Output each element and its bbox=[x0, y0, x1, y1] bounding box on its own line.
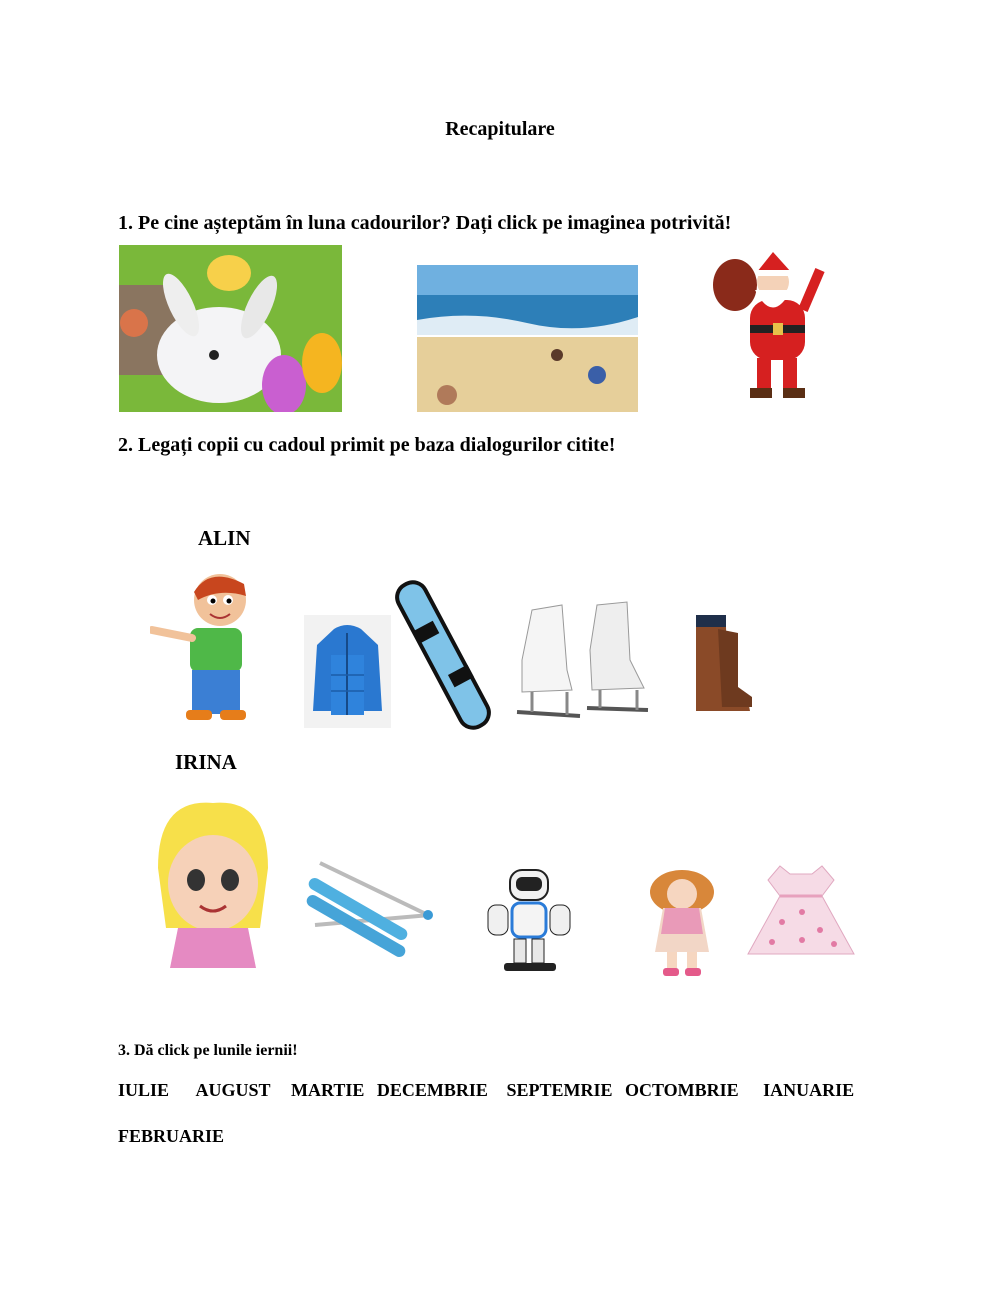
question-3: 3. Dă click pe lunile iernii! bbox=[118, 1042, 298, 1059]
irina-girl-image[interactable] bbox=[148, 798, 278, 973]
dress-image[interactable] bbox=[742, 862, 860, 962]
jacket-image[interactable] bbox=[304, 615, 391, 728]
doll-image[interactable] bbox=[645, 868, 720, 978]
month-martie[interactable]: MARTIE bbox=[291, 1080, 365, 1100]
boots-image[interactable] bbox=[688, 615, 753, 715]
alin-boy-image[interactable] bbox=[150, 570, 250, 728]
month-ianuarie[interactable]: IANUARIE bbox=[763, 1080, 855, 1100]
question-1: 1. Pe cine așteptăm în luna cadourilor? Dați click pe imaginea potrivită! bbox=[118, 212, 732, 234]
santa-claus-image[interactable] bbox=[705, 250, 835, 410]
months-list bbox=[118, 1080, 878, 1101]
month-octombrie[interactable]: OCTOMBRIE bbox=[624, 1080, 739, 1100]
question-2: 2. Legați copii cu cadoul primit pe baza dialogurilor citite! bbox=[118, 434, 616, 456]
month-iulie[interactable]: IULIE bbox=[118, 1080, 170, 1100]
snowboard-image[interactable] bbox=[388, 580, 498, 730]
page-title: Recapitulare bbox=[445, 118, 555, 140]
beach-image[interactable] bbox=[417, 265, 638, 412]
robot-image[interactable] bbox=[482, 865, 577, 975]
skis-image[interactable] bbox=[300, 855, 435, 970]
child-name-irina: IRINA bbox=[175, 750, 237, 774]
month-decembrie[interactable]: DECEMBRIE bbox=[376, 1080, 488, 1100]
child-name-alin: ALIN bbox=[198, 526, 251, 550]
easter-bunny-image[interactable] bbox=[119, 245, 342, 412]
month-august[interactable]: AUGUST bbox=[195, 1080, 271, 1100]
month-septemrie[interactable]: SEPTEMRIE bbox=[506, 1080, 613, 1100]
ice-skates-image[interactable] bbox=[512, 600, 652, 725]
month-februarie[interactable]: FEBRUARIE bbox=[118, 1126, 225, 1146]
